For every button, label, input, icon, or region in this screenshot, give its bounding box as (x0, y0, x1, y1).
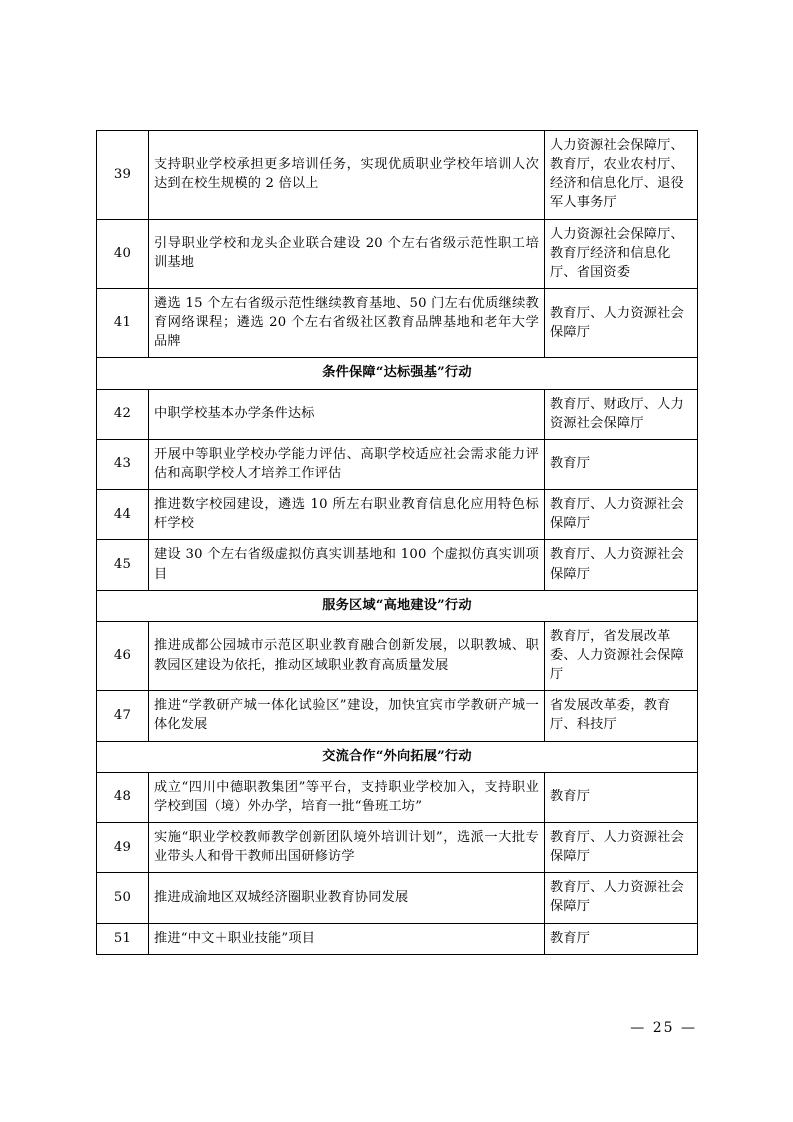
table-section-row (97, 590, 698, 621)
row-number: 49 (97, 822, 149, 872)
row-number: 40 (97, 219, 149, 288)
row-number: 42 (97, 389, 149, 439)
row-department: 教育厅、人力资源社会保障厅 (545, 288, 698, 357)
row-number: 39 (97, 131, 149, 220)
row-department: 教育厅、财政厅、人力资源社会保障厅 (545, 389, 698, 439)
row-task: 实施“职业学校教师教学创新团队境外培训计划”，选派一大批专业带头人和骨干教师出国研修访学 (149, 822, 545, 872)
section-title: 服务区域“高地建设”行动 (97, 590, 698, 621)
row-department: 教育厅 (545, 772, 698, 822)
row-department: 教育厅、人力资源社会保障厅 (545, 822, 698, 872)
table-row (97, 490, 698, 540)
table-row (97, 691, 698, 741)
row-number: 50 (97, 873, 149, 923)
row-task: 引导职业学校和龙头企业联合建设 20 个左右省级示范性职工培训基地 (149, 219, 545, 288)
table-row (97, 288, 698, 357)
page-number: — 25 — (630, 1020, 697, 1036)
table-row (97, 131, 698, 220)
row-department: 教育厅、人力资源社会保障厅 (545, 540, 698, 590)
table-section-row (97, 741, 698, 772)
row-task: 建设 30 个左右省级虚拟仿真实训基地和 100 个虚拟仿真实训项目 (149, 540, 545, 590)
table-row (97, 219, 698, 288)
row-number: 43 (97, 439, 149, 489)
row-number: 41 (97, 288, 149, 357)
row-number: 46 (97, 621, 149, 690)
row-department: 教育厅，省发展改革委、人力资源社会保障厅 (545, 621, 698, 690)
row-task: 开展中等职业学校办学能力评估、高职学校适应社会需求能力评估和高职学校人才培养工作评估 (149, 439, 545, 489)
table-row (97, 621, 698, 690)
section-title: 交流合作“外向拓展”行动 (97, 741, 698, 772)
row-task: 推进成渝地区双城经济圈职业教育协同发展 (149, 873, 545, 923)
table-row (97, 389, 698, 439)
row-number: 45 (97, 540, 149, 590)
row-department: 人力资源社会保障厅、教育厅经济和信息化厅、省国资委 (545, 219, 698, 288)
row-department: 教育厅、人力资源社会保障厅 (545, 873, 698, 923)
section-title: 条件保障“达标强基”行动 (97, 358, 698, 389)
row-task: 成立“四川中德职教集团”等平台，支持职业学校加入，支持职业学校到国（境）外办学，培育一批“鲁班工坊” (149, 772, 545, 822)
row-task: 中职学校基本办学条件达标 (149, 389, 545, 439)
row-department: 教育厅、人力资源社会保障厅 (545, 490, 698, 540)
row-number: 51 (97, 923, 149, 954)
row-task: 支持职业学校承担更多培训任务，实现优质职业学校年培训人次达到在校生规模的 2 倍以上 (149, 131, 545, 220)
row-task: 推进“中文＋职业技能”项目 (149, 923, 545, 954)
table-section-row (97, 358, 698, 389)
row-department: 人力资源社会保障厅、教育厅，农业农村厅、经济和信息化厅、退役军人事务厅 (545, 131, 698, 220)
table-row (97, 540, 698, 590)
row-department: 省发展改革委，教育厅、科技厅 (545, 691, 698, 741)
row-number: 48 (97, 772, 149, 822)
table-row (97, 822, 698, 872)
row-department: 教育厅 (545, 439, 698, 489)
table-body (97, 131, 698, 955)
table-row (97, 923, 698, 954)
table-row (97, 772, 698, 822)
row-department: 教育厅 (545, 923, 698, 954)
table-row (97, 873, 698, 923)
row-task: 推进数字校园建设，遴选 10 所左右职业教育信息化应用特色标杆学校 (149, 490, 545, 540)
row-number: 44 (97, 490, 149, 540)
row-task: 推进“学教研产城一体化试验区”建设，加快宜宾市学教研产城一体化发展 (149, 691, 545, 741)
row-number: 47 (97, 691, 149, 741)
row-task: 遴选 15 个左右省级示范性继续教育基地、50 门左右优质继续教育网络课程；遴选 20 个左右省级社区教育品牌基地和老年大学品牌 (149, 288, 545, 357)
table-row (97, 439, 698, 489)
row-task: 推进成都公园城市示范区职业教育融合创新发展，以职教城、职教园区建设为依托，推动区域职业教育高质量发展 (149, 621, 545, 690)
task-table (96, 130, 698, 955)
